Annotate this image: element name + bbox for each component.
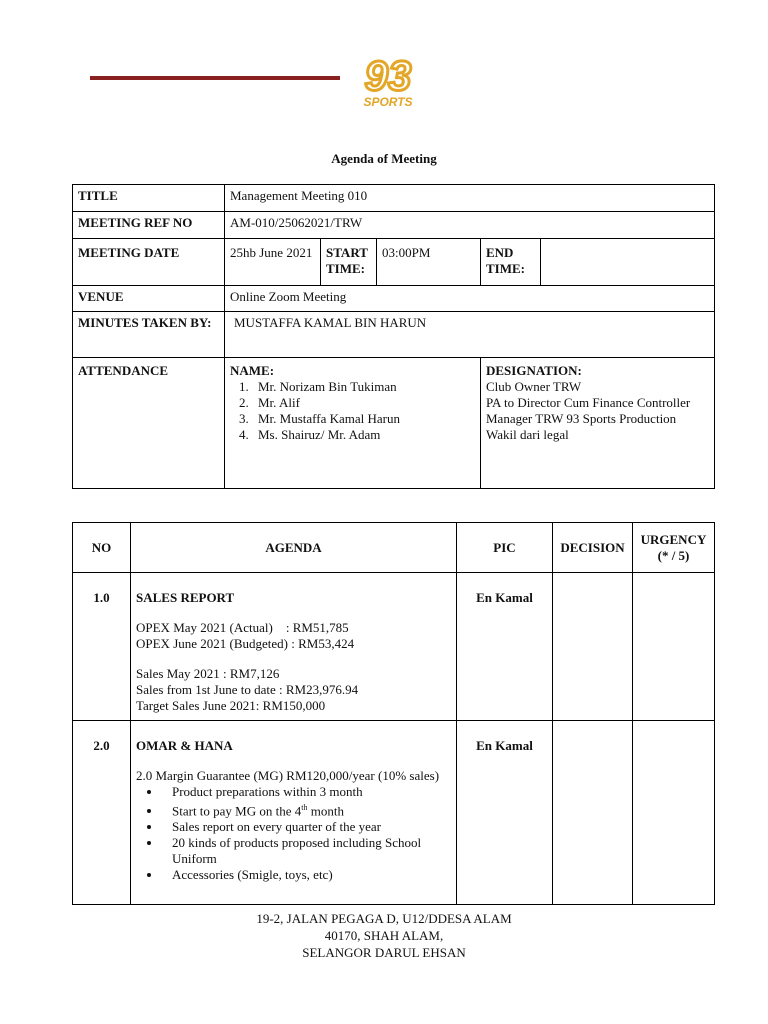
header-urgency: URGENCY (* / 5) (633, 523, 715, 573)
list-item: • Sales report on every quarter of the year (162, 819, 451, 835)
footer-address (0, 910, 768, 961)
title-label: TITLE (73, 185, 225, 212)
date-value: 25hb June 2021 (225, 239, 321, 286)
item-urgency (633, 721, 715, 905)
minutes-value: MUSTAFFA KAMAL BIN HARUN (225, 312, 715, 358)
item-no: 2.0 (73, 721, 131, 905)
agenda-line: Target Sales June 2021: RM150,000 (136, 698, 326, 713)
date-label: MEETING DATE (73, 239, 225, 286)
venue-label: VENUE (73, 286, 225, 312)
agenda-line: OPEX May 2021 (Actual) : RM51,785 (136, 620, 349, 635)
list-item: • Product preparations within 3 month (162, 784, 451, 800)
address-line: 40170, SHAH ALAM, (324, 928, 444, 943)
list-item: 2. Mr. Alif (252, 395, 475, 411)
ref-value: AM-010/25062021/TRW (225, 212, 715, 239)
name-list (230, 379, 475, 443)
header-no: NO (73, 523, 131, 573)
name-header: NAME: (230, 363, 275, 378)
header-rule (90, 76, 340, 80)
start-value: 03:00PM (377, 239, 481, 286)
header-pic: PIC (457, 523, 553, 573)
end-label: END TIME: (481, 239, 541, 286)
item-pic: En Kamal (457, 721, 553, 905)
list-item: 4. Ms. Shairuz/ Mr. Adam (252, 427, 475, 443)
item-title: OMAR & HANA (136, 738, 233, 753)
bullet-list (136, 784, 451, 883)
item-title: SALES REPORT (136, 590, 235, 605)
meeting-info-table (72, 184, 715, 489)
agenda-line: Sales from 1st June to date : RM23,976.94 (136, 682, 359, 697)
list-item: 3. Mr. Mustaffa Kamal Harun (252, 411, 475, 427)
item-urgency (633, 573, 715, 721)
company-logo (352, 52, 424, 110)
venue-value: Online Zoom Meeting (225, 286, 715, 312)
list-item: • Start to pay MG on the 4th month (162, 800, 451, 819)
designation-header: DESIGNATION: (486, 363, 582, 378)
item-decision (553, 721, 633, 905)
header-agenda: AGENDA (131, 523, 457, 573)
item-decision (553, 573, 633, 721)
attendance-designations (481, 358, 715, 489)
end-value (541, 239, 715, 286)
header-decision: DECISION (553, 523, 633, 573)
item-no: 1.0 (73, 573, 131, 721)
item-agenda (131, 721, 457, 905)
item-agenda (131, 573, 457, 721)
start-label: START TIME: (321, 239, 377, 286)
item-pic: En Kamal (457, 573, 553, 721)
address-line: SELANGOR DARUL EHSAN (302, 945, 466, 960)
table-row (73, 573, 715, 721)
logo-word: SPORTS (363, 95, 413, 109)
list-item: Wakil dari legal (486, 427, 569, 442)
minutes-label: MINUTES TAKEN BY: (73, 312, 225, 358)
attendance-label: ATTENDANCE (73, 358, 225, 489)
agenda-table (72, 522, 715, 905)
list-item: PA to Director Cum Finance Controller (486, 395, 691, 410)
agenda-line: Sales May 2021 : RM7,126 (136, 666, 280, 681)
ref-label: MEETING REF NO (73, 212, 225, 239)
agenda-line: 2.0 Margin Guarantee (MG) RM120,000/year (10% sales) (136, 768, 440, 783)
list-item: Club Owner TRW (486, 379, 582, 394)
list-item: 1. Mr. Norizam Bin Tukiman (252, 379, 475, 395)
document-title: Agenda of Meeting (331, 151, 437, 166)
table-row (73, 721, 715, 905)
list-item: Manager TRW 93 Sports Production (486, 411, 677, 426)
logo-number: 93 (364, 52, 412, 99)
agenda-line: OPEX June 2021 (Budgeted) : RM53,424 (136, 636, 355, 651)
attendance-names (225, 358, 481, 489)
title-value: Management Meeting 010 (225, 185, 715, 212)
list-item: • Accessories (Smigle, toys, etc) (162, 867, 451, 883)
address-line: 19-2, JALAN PEGAGA D, U12/DDESA ALAM (256, 911, 512, 926)
list-item: • 20 kinds of products proposed including School Uniform (162, 835, 451, 867)
